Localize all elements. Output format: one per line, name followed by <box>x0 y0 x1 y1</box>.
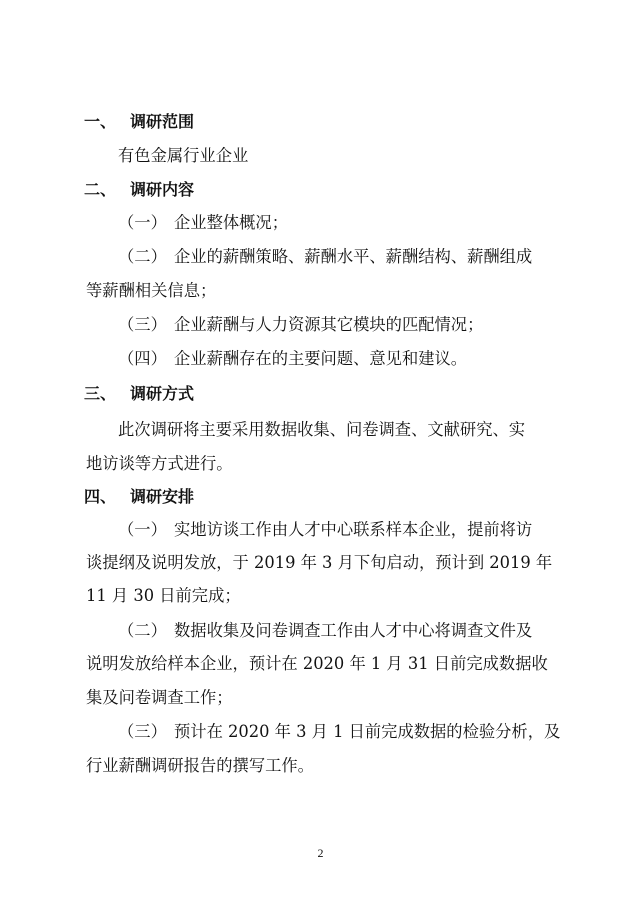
item-text-continued: 11 月 30 日前完成； <box>86 586 241 605</box>
list-item <box>118 315 483 335</box>
section-title: 调研安排 <box>130 487 195 506</box>
section-number: 二、 <box>84 180 117 199</box>
list-item <box>118 349 467 369</box>
section-title: 调研方式 <box>130 384 195 403</box>
item-text-continued: 谈提纲及说明发放，于 2019 年 3 月下旬启动，预计到 2019 年 <box>86 553 553 572</box>
item-text: 企业的薪酬策略、薪酬水平、薪酬结构、薪酬组成 <box>174 247 533 266</box>
item-text: 企业整体概况； <box>174 213 288 232</box>
item-text: 实地访谈工作由人才中心联系样本企业，提前将访 <box>174 520 533 539</box>
section-title: 调研范围 <box>130 112 195 131</box>
item-text: 数据收集及问卷调查工作由人才中心将调查文件及 <box>174 621 533 640</box>
section-number: 一、 <box>84 112 117 131</box>
list-item <box>118 621 532 641</box>
item-number: （二） <box>118 621 167 640</box>
item-text-continued: 集及问卷调查工作； <box>86 688 233 707</box>
section-heading-4 <box>84 487 194 507</box>
section-number: 三、 <box>84 384 117 403</box>
paragraph: 此次调研将主要采用数据收集、问卷调查、文献研究、实 <box>118 420 526 439</box>
list-item <box>118 722 560 742</box>
paragraph-continued: 地访谈等方式进行。 <box>86 454 233 473</box>
item-number: （二） <box>118 247 167 266</box>
section-heading-3 <box>84 384 194 404</box>
item-text-continued: 说明发放给样本企业，预计在 2020 年 1 月 31 日前完成数据收 <box>86 654 548 673</box>
paragraph: 有色金属行业企业 <box>118 146 249 165</box>
item-text-continued: 行业薪酬调研报告的撰写工作。 <box>86 756 314 775</box>
item-number: （一） <box>118 520 167 539</box>
item-text: 预计在 2020 年 3 月 1 日前完成数据的检验分析，及 <box>174 722 561 741</box>
item-number: （三） <box>118 722 167 741</box>
section-heading-2 <box>84 180 194 200</box>
section-title: 调研内容 <box>130 180 195 199</box>
item-text: 企业薪酬存在的主要问题、意见和建议。 <box>174 349 468 368</box>
item-number: （三） <box>118 315 167 334</box>
item-number: （四） <box>118 349 167 368</box>
section-number: 四、 <box>84 487 117 506</box>
item-number: （一） <box>118 213 167 232</box>
list-item <box>118 520 532 540</box>
item-text-continued: 等薪酬相关信息； <box>86 281 217 300</box>
list-item <box>118 213 288 233</box>
list-item <box>118 247 532 267</box>
page-number: 2 <box>317 846 324 860</box>
section-heading-1 <box>84 112 194 132</box>
item-text: 企业薪酬与人力资源其它模块的匹配情况； <box>174 315 484 334</box>
